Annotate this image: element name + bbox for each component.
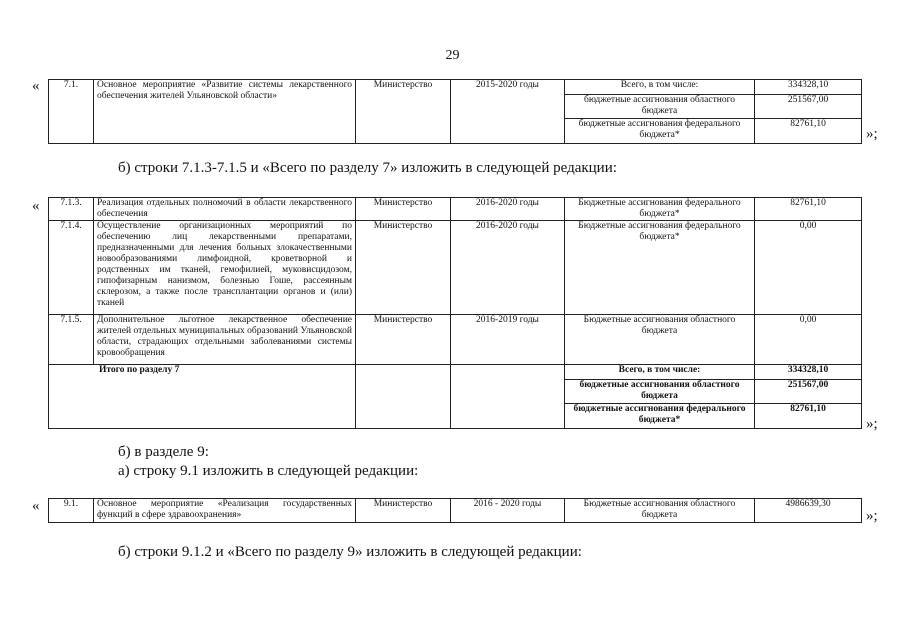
row-source: Бюджетные ассигнования федерального бюджета* bbox=[565, 198, 755, 221]
row-sources bbox=[565, 80, 755, 144]
close-quote-3: »; bbox=[866, 508, 878, 524]
row-period: 2015-2020 годы bbox=[451, 80, 565, 144]
row-amount: 4986639,30 bbox=[755, 499, 862, 523]
table-section-7 bbox=[48, 197, 862, 429]
amount-total: 334328,10 bbox=[787, 80, 829, 90]
row-name: Осуществление организационных мероприятий по обеспечению лиц лекарственными препаратами, предназначенными для лечения больных злокачественными новообразованиями лимфоидной, кроветворной и родственных им тканей, гемофилией, муковисцидозом, гипофизарным нанизмом, болезнью Гоше, рассеянным склерозом, а также после трансплантации органов и (или) тканей bbox=[94, 221, 356, 315]
source-regional: бюджетные ассигнования областного бюджета bbox=[565, 379, 754, 403]
row-executor: Министерство bbox=[356, 221, 451, 315]
row-executor: Министерство bbox=[356, 315, 451, 365]
paragraph-2: б) в разделе 9: bbox=[118, 444, 209, 460]
total-label: Итого по разделу 7 bbox=[49, 365, 356, 429]
row-name: Основное мероприятие «Развитие системы лекарственного обеспечения жителей Ульяновской области» bbox=[94, 80, 356, 144]
paragraph-4: б) строки 9.1.2 и «Всего по разделу 9» изложить в следующей редакции: bbox=[118, 544, 582, 560]
close-quote-1: »; bbox=[866, 126, 878, 142]
source-federal: бюджетные ассигнования федерального бюджета* bbox=[565, 118, 754, 143]
source-total: Всего, в том числе: bbox=[620, 80, 699, 90]
row-number: 7.1.3. bbox=[49, 198, 94, 221]
amount-total: 334328,10 bbox=[787, 365, 829, 375]
row-executor: Министерство bbox=[356, 499, 451, 523]
row-source: Бюджетные ассигнования федерального бюджета* bbox=[565, 221, 755, 315]
table-row-total bbox=[49, 365, 862, 429]
row-number: 7.1. bbox=[49, 80, 94, 144]
amount-federal: 82761,10 bbox=[755, 118, 861, 143]
row-number: 7.1.5. bbox=[49, 315, 94, 365]
open-quote-3: « bbox=[32, 498, 40, 514]
row-amount: 0,00 bbox=[755, 221, 862, 315]
amount-federal: 82761,10 bbox=[755, 403, 861, 428]
row-executor: Министерство bbox=[356, 80, 451, 144]
table-row bbox=[49, 198, 862, 221]
page-number: 29 bbox=[445, 48, 460, 63]
row-period: 2016-2020 годы bbox=[451, 198, 565, 221]
row-number: 7.1.4. bbox=[49, 221, 94, 315]
row-period: 2016 - 2020 годы bbox=[451, 499, 565, 523]
source-federal: бюджетные ассигнования федерального бюджета* bbox=[565, 403, 754, 428]
paragraph-1: б) строки 7.1.3-7.1.5 и «Всего по разделу 7» изложить в следующей редакции: bbox=[118, 160, 617, 176]
row-amounts bbox=[755, 80, 862, 144]
row-executor: Министерство bbox=[356, 198, 451, 221]
open-quote-1: « bbox=[32, 78, 40, 94]
table-row bbox=[49, 315, 862, 365]
source-total: Всего, в том числе: bbox=[618, 365, 701, 375]
amount-regional: 251567,00 bbox=[755, 94, 861, 118]
close-quote-2: »; bbox=[866, 416, 878, 432]
row-source: Бюджетные ассигнования областного бюджета bbox=[565, 499, 755, 523]
table-row-9-1 bbox=[48, 498, 862, 523]
open-quote-2: « bbox=[32, 198, 40, 214]
row-number: 9.1. bbox=[49, 499, 94, 523]
source-regional: бюджетные ассигнования областного бюджета bbox=[565, 94, 754, 118]
total-amounts bbox=[755, 365, 862, 429]
row-period: 2016-2020 годы bbox=[451, 221, 565, 315]
row-name: Основное мероприятие «Реализация государственных функций в сфере здравоохранения» bbox=[94, 499, 356, 523]
row-name: Реализация отдельных полномочий в области лекарственного обеспечения bbox=[94, 198, 356, 221]
paragraph-3: а) строку 9.1 изложить в следующей редакции: bbox=[118, 463, 419, 479]
row-name: Дополнительное льготное лекарственное обеспечение жителей отдельных муниципальных образований Ульяновской области, страдающих отдельными заболеваниями системы кровообращения bbox=[94, 315, 356, 365]
amount-regional: 251567,00 bbox=[755, 379, 861, 403]
row-period: 2016-2019 годы bbox=[451, 315, 565, 365]
row-amount: 82761,10 bbox=[755, 198, 862, 221]
table-row bbox=[49, 221, 862, 315]
table-row-7-1 bbox=[48, 79, 862, 144]
row-source: Бюджетные ассигнования областного бюджета bbox=[565, 315, 755, 365]
total-sources bbox=[565, 365, 755, 429]
row-amount: 0,00 bbox=[755, 315, 862, 365]
